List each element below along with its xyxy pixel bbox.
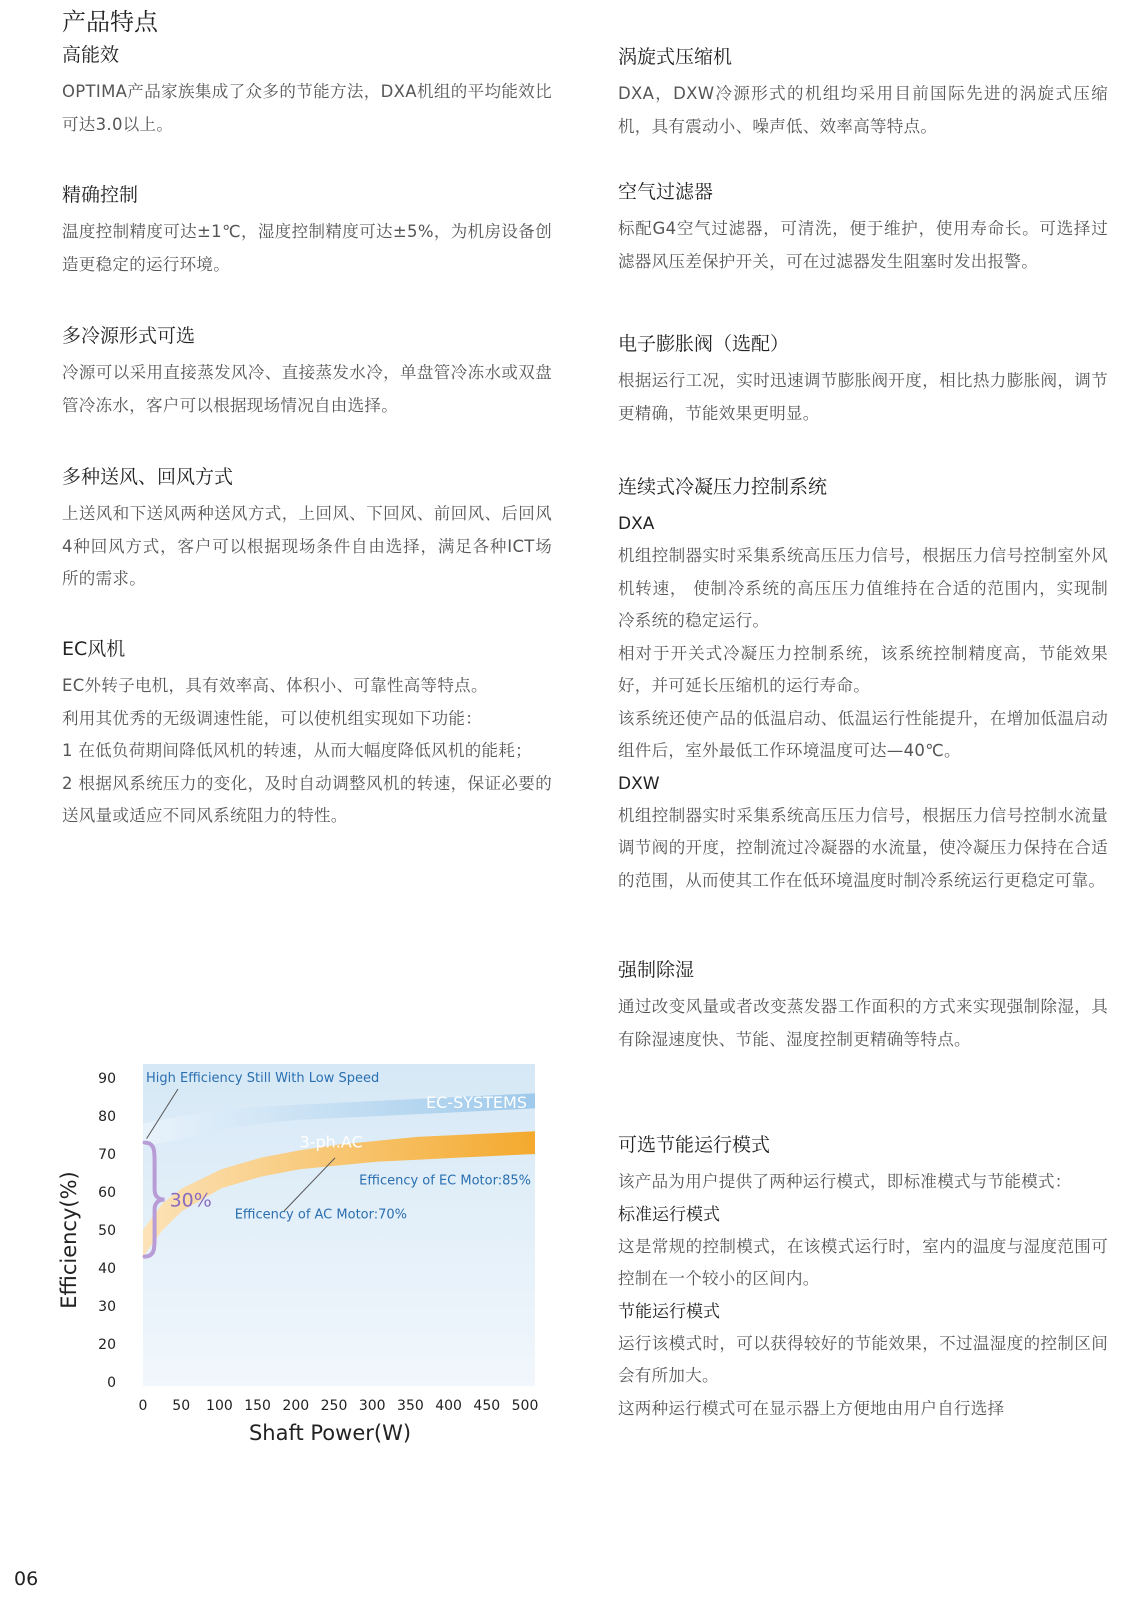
x-tick-label: 200 [282,1398,310,1414]
annotation-ac-motor: Efficency of AC Motor:70% [234,1207,408,1223]
section-paragraph: 上送风和下送风两种送风方式，上回风、下回风、前回风、后回风4种回风方式，客户可以根据现场条件自由选择，满足各种ICT场所的需求。 [62,504,552,588]
x-tick-label: 400 [435,1398,462,1414]
section-airflow [62,462,552,634]
section-title: EC风机 [62,638,126,660]
sub-title-dxw: DXW [618,773,660,794]
sub-title-dxa: DXA [618,514,655,534]
y-tick-label: 0 [107,1375,116,1391]
sub-title-standard-mode: 标准运行模式 [618,1204,720,1225]
x-tick-label: 350 [397,1398,424,1414]
y-tick-label: 50 [98,1223,116,1239]
x-tick-label: 100 [206,1398,233,1414]
section-forced-dehumidification [618,955,1108,1130]
section-paragraph: 运行该模式时，可以获得较好的节能效果，不过温湿度的控制区间会有所加大。 [618,1333,1108,1385]
y-tick-label: 60 [98,1185,116,1201]
section-paragraph: 通过改变风量或者改变蒸发器工作面积的方式来实现强制除湿，具有除湿速度快、节能、湿度控制更精确等特点。 [618,997,1108,1049]
y-tick-label: 20 [98,1337,116,1353]
section-cooling-source [62,321,552,462]
section-paragraph: 2 根据风系统压力的变化，及时自动调整风机的转速，保证必要的送风量或适应不同风系统阻力的特性。 [62,773,552,825]
section-paragraph: 利用其优秀的无级调速性能，可以使机组实现如下功能： [62,708,482,728]
section-paragraph: 1 在低负荷期间降低风机的转速，从而大幅度降低风机的能耗； [62,741,532,760]
y-tick-label: 30 [98,1299,116,1315]
x-tick-label: 250 [320,1398,348,1414]
y-tick-label: 70 [98,1147,116,1163]
section-ec-fan [62,634,552,833]
annotation-gap-percent: 30% [169,1189,212,1212]
section-precise-control [62,180,552,321]
page-title: 产品特点 [62,8,158,36]
x-tick-label: 0 [138,1398,148,1414]
section-condensing-pressure [618,472,1108,955]
section-paragraph: 根据运行工况，实时迅速调节膨胀阀开度，相比热力膨胀阀，调节更精确，节能效果更明显。 [618,371,1108,423]
x-axis-ticks [139,1398,539,1414]
section-title: 多种送风、回风方式 [62,466,234,488]
section-paragraph: 这是常规的控制模式，在该模式运行时，室内的温度与湿度范围可控制在一个较小的区间内。 [618,1236,1108,1288]
section-paragraph: 相对于开关式冷凝压力控制系统，该系统控制精度高，节能效果好，并可延长压缩机的运行寿命。 [618,643,1108,695]
section-paragraph: 这两种运行模式可在显示器上方便地由用户自行选择 [618,1398,1005,1418]
y-tick-label: 80 [98,1109,116,1125]
section-title: 空气过滤器 [618,181,714,203]
left-column [62,40,552,833]
y-axis-label: Efficiency(%) [57,1171,81,1309]
section-title: 涡旋式压缩机 [618,46,733,68]
x-tick-label: 450 [473,1398,501,1414]
section-paragraph: 标配G4空气过滤器，可清洗，便于维护，使用寿命长。可选择过滤器风压差保护开关，可在过滤器发生阻塞时发出报警。 [618,219,1108,271]
section-scroll-compressor [618,42,1108,177]
section-title: 强制除湿 [618,959,695,981]
page-number: 06 [14,1568,39,1590]
section-title: 高能效 [62,44,120,66]
section-paragraph: 温度控制精度可达±1℃，湿度控制精度可达±5%，为机房设备创造更稳定的运行环境。 [62,222,552,274]
sub-title-saving-mode: 节能运行模式 [618,1301,720,1322]
section-energy-saving-mode [618,1130,1108,1425]
section-paragraph: 该产品为用户提供了两种运行模式，即标准模式与节能模式： [618,1172,1072,1191]
section-paragraph: 机组控制器实时采集系统高压压力信号，根据压力信号控制室外风机转速， 使制冷系统的高压压力值维持在合适的范围内，实现制冷系统的稳定运行。 [618,546,1108,630]
x-tick-label: 150 [244,1398,271,1414]
section-paragraph: EC外转子电机，具有效率高、体积小、可靠性高等特点。 [62,676,488,695]
series-label: EC-SYSTEMS [426,1093,527,1113]
x-tick-label: 500 [511,1398,539,1414]
annotation-low-speed: High Efficiency Still With Low Speed [146,1071,380,1086]
section-paragraph: 机组控制器实时采集系统高压压力信号，根据压力信号控制水流量调节阀的开度，控制流过冷凝器的水流量，使冷凝压力保持在合适的范围，从而使其工作在低环境温度时制冷系统运行更稳定可靠。 [618,805,1108,890]
section-paragraph: 冷源可以采用直接蒸发风冷、直接蒸发水冷，单盘管冷冻水或双盘管冷冻水，客户可以根据现场情况自由选择。 [62,363,552,415]
annotation-ec-motor: Efficency of EC Motor:85% [359,1173,531,1189]
section-paragraph: 该系统还使产品的低温启动、低温运行性能提升，在增加低温启动组件后，室外最低工作环境温度可达—40℃。 [618,708,1108,760]
x-tick-label: 300 [358,1398,386,1414]
y-tick-label: 40 [98,1261,116,1277]
y-tick-label: 90 [98,1071,116,1087]
y-axis-ticks [98,1071,116,1391]
x-axis-label: Shaft Power(W) [248,1421,412,1445]
section-title: 连续式冷凝压力控制系统 [618,476,828,498]
x-tick-label: 50 [172,1398,191,1414]
section-title: 多冷源形式可选 [62,325,196,347]
section-expansion-valve [618,329,1108,472]
right-column [618,42,1108,1425]
efficiency-chart [50,1060,550,1455]
series-label: 3-ph.AC [299,1132,363,1152]
section-title: 精确控制 [62,184,139,206]
section-paragraph: DXA，DXW冷源形式的机组均采用目前国际先进的涡旋式压缩机，具有震动小、噪声低、效率高等特点。 [618,84,1108,136]
section-title: 可选节能运行模式 [618,1134,771,1156]
section-air-filter [618,177,1108,329]
section-high-efficiency [62,40,552,180]
section-title: 电子膨胀阀（选配） [618,333,790,355]
section-paragraph: OPTIMA产品家族集成了众多的节能方法，DXA机组的平均能效比可达3.0以上。 [62,82,552,134]
